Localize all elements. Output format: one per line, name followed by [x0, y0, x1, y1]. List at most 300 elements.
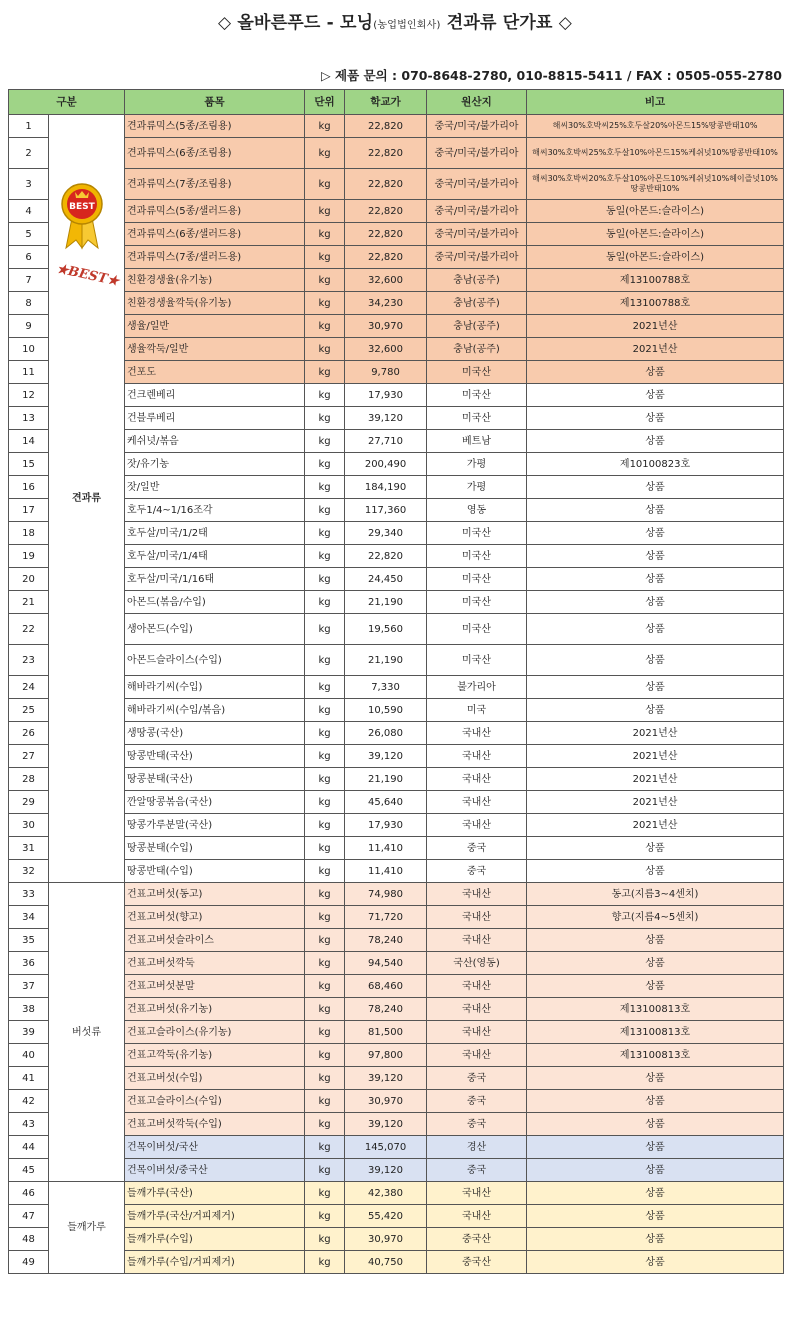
- item-origin: 베트남: [427, 430, 527, 453]
- item-origin: 중국: [427, 1090, 527, 1113]
- table-row: [9, 522, 784, 545]
- item-name: 아몬드슬라이스(수입): [125, 645, 305, 676]
- item-note: 해씨30%호박씨25%호두살10%아몬드15%케쉬넛10%땅콩반태10%: [527, 138, 784, 169]
- item-unit: kg: [305, 1205, 345, 1228]
- table-row: [9, 952, 784, 975]
- item-name: 생아몬드(수입): [125, 614, 305, 645]
- row-number: 29: [9, 791, 49, 814]
- item-note: 상품: [527, 645, 784, 676]
- col-origin: 원산지: [427, 90, 527, 115]
- table-row: [9, 1113, 784, 1136]
- item-unit: kg: [305, 407, 345, 430]
- item-note: 동고(지름3~4센치): [527, 883, 784, 906]
- item-name: 건표고버섯슬라이스: [125, 929, 305, 952]
- item-unit: kg: [305, 614, 345, 645]
- item-note: 상품: [527, 1182, 784, 1205]
- item-price: 24,450: [345, 568, 427, 591]
- item-note: 동일(아몬드:슬라이스): [527, 246, 784, 269]
- item-origin: 미국산: [427, 591, 527, 614]
- row-number: 8: [9, 292, 49, 315]
- item-unit: kg: [305, 952, 345, 975]
- item-name: 건표고버섯(수입): [125, 1067, 305, 1090]
- item-name: 생땅콩(국산): [125, 722, 305, 745]
- item-price: 78,240: [345, 929, 427, 952]
- item-origin: 중국산: [427, 1228, 527, 1251]
- item-price: 30,970: [345, 1090, 427, 1113]
- table-row: [9, 975, 784, 998]
- item-note: 2021년산: [527, 791, 784, 814]
- item-unit: kg: [305, 645, 345, 676]
- item-origin: 국내산: [427, 975, 527, 998]
- item-unit: kg: [305, 269, 345, 292]
- row-number: 37: [9, 975, 49, 998]
- item-name: 아몬드(볶음/수입): [125, 591, 305, 614]
- row-number: 10: [9, 338, 49, 361]
- col-category: 구분: [9, 90, 125, 115]
- row-number: 15: [9, 453, 49, 476]
- item-price: 55,420: [345, 1205, 427, 1228]
- item-name: 들깨가루(국산/거피제거): [125, 1205, 305, 1228]
- table-body: [9, 115, 784, 1274]
- item-name: 호두살/미국/1/16태: [125, 568, 305, 591]
- item-name: 견과류믹스(7종/샐러드용): [125, 246, 305, 269]
- item-note: 상품: [527, 591, 784, 614]
- item-unit: kg: [305, 1067, 345, 1090]
- item-note: 상품: [527, 522, 784, 545]
- item-unit: kg: [305, 1182, 345, 1205]
- item-name: 호두살/미국/1/4태: [125, 545, 305, 568]
- item-origin: 미국: [427, 699, 527, 722]
- item-name: 건크렌베리: [125, 384, 305, 407]
- item-origin: 국내산: [427, 906, 527, 929]
- row-number: 31: [9, 837, 49, 860]
- item-unit: kg: [305, 1113, 345, 1136]
- row-number: 34: [9, 906, 49, 929]
- item-price: 17,930: [345, 814, 427, 837]
- table-row: [9, 1067, 784, 1090]
- category-mushroom: 버섯류: [49, 883, 125, 1182]
- item-origin: 중국/미국/불가리아: [427, 246, 527, 269]
- row-number: 12: [9, 384, 49, 407]
- item-name: 건표고버섯(향고): [125, 906, 305, 929]
- row-number: 35: [9, 929, 49, 952]
- table-row: [9, 169, 784, 200]
- row-number: 22: [9, 614, 49, 645]
- item-price: 22,820: [345, 545, 427, 568]
- table-row: [9, 1021, 784, 1044]
- item-name: 땅콩반태(수입): [125, 860, 305, 883]
- table-row: [9, 1182, 784, 1205]
- item-price: 81,500: [345, 1021, 427, 1044]
- item-price: 32,600: [345, 338, 427, 361]
- row-number: 25: [9, 699, 49, 722]
- item-origin: 미국산: [427, 407, 527, 430]
- item-name: 건표고버섯깍둑(수입): [125, 1113, 305, 1136]
- item-name: 땅콩분태(국산): [125, 768, 305, 791]
- table-row: [9, 292, 784, 315]
- item-unit: kg: [305, 1228, 345, 1251]
- col-note: 비고: [527, 90, 784, 115]
- table-row: [9, 591, 784, 614]
- item-note: 상품: [527, 1067, 784, 1090]
- item-note: 상품: [527, 699, 784, 722]
- row-number: 24: [9, 676, 49, 699]
- item-unit: kg: [305, 522, 345, 545]
- item-unit: kg: [305, 676, 345, 699]
- item-name: 땅콩반태(국산): [125, 745, 305, 768]
- table-row: [9, 676, 784, 699]
- best-medal-icon: [60, 182, 104, 250]
- item-price: 34,230: [345, 292, 427, 315]
- table-header-row: [9, 90, 784, 115]
- item-name: 건표고슬라이스(수입): [125, 1090, 305, 1113]
- item-name: 깐알땅콩볶음(국산): [125, 791, 305, 814]
- row-number: 27: [9, 745, 49, 768]
- item-name: 견과류믹스(6종/샐러드용): [125, 223, 305, 246]
- row-number: 30: [9, 814, 49, 837]
- item-name: 건목이버섯/중국산: [125, 1159, 305, 1182]
- table-row: [9, 568, 784, 591]
- item-unit: kg: [305, 883, 345, 906]
- item-note: 상품: [527, 952, 784, 975]
- title-main: ◇ 올바른푸드 - 모닝: [218, 13, 374, 33]
- table-row: [9, 115, 784, 138]
- item-name: 건포도: [125, 361, 305, 384]
- item-price: 11,410: [345, 837, 427, 860]
- item-origin: 국내산: [427, 998, 527, 1021]
- row-number: 2: [9, 138, 49, 169]
- item-note: 동일(아몬드:슬라이스): [527, 200, 784, 223]
- item-price: 22,820: [345, 200, 427, 223]
- row-number: 46: [9, 1182, 49, 1205]
- item-origin: 충남(공주): [427, 338, 527, 361]
- item-price: 71,720: [345, 906, 427, 929]
- table-row: [9, 545, 784, 568]
- item-origin: 중국: [427, 860, 527, 883]
- item-origin: 국내산: [427, 1021, 527, 1044]
- item-unit: kg: [305, 745, 345, 768]
- table-row: [9, 223, 784, 246]
- item-origin: 국내산: [427, 814, 527, 837]
- best-stamp: ★BEST★: [55, 261, 121, 290]
- item-price: 39,120: [345, 407, 427, 430]
- item-origin: 국내산: [427, 883, 527, 906]
- item-origin: 중국/미국/불가리아: [427, 115, 527, 138]
- row-number: 23: [9, 645, 49, 676]
- item-unit: kg: [305, 791, 345, 814]
- item-price: 21,190: [345, 645, 427, 676]
- item-unit: kg: [305, 384, 345, 407]
- table-row: [9, 384, 784, 407]
- item-price: 26,080: [345, 722, 427, 745]
- item-name: 케쉬넛/볶음: [125, 430, 305, 453]
- item-price: 39,120: [345, 1113, 427, 1136]
- item-name: 친환경생율깍둑(유기농): [125, 292, 305, 315]
- item-price: 7,330: [345, 676, 427, 699]
- item-price: 30,970: [345, 1228, 427, 1251]
- table-row: [9, 269, 784, 292]
- item-note: 제13100813호: [527, 1044, 784, 1067]
- row-number: 26: [9, 722, 49, 745]
- item-price: 9,780: [345, 361, 427, 384]
- item-note: 상품: [527, 1251, 784, 1274]
- item-origin: 국내산: [427, 1205, 527, 1228]
- item-unit: kg: [305, 1044, 345, 1067]
- col-item: 품목: [125, 90, 305, 115]
- row-number: 20: [9, 568, 49, 591]
- row-number: 6: [9, 246, 49, 269]
- item-price: 22,820: [345, 138, 427, 169]
- item-unit: kg: [305, 1251, 345, 1274]
- row-number: 19: [9, 545, 49, 568]
- item-price: 21,190: [345, 591, 427, 614]
- item-origin: 중국: [427, 1067, 527, 1090]
- item-price: 21,190: [345, 768, 427, 791]
- table-row: [9, 476, 784, 499]
- item-origin: 가평: [427, 453, 527, 476]
- item-price: 200,490: [345, 453, 427, 476]
- item-note: 상품: [527, 837, 784, 860]
- row-number: 1: [9, 115, 49, 138]
- item-note: 제10100823호: [527, 453, 784, 476]
- item-price: 40,750: [345, 1251, 427, 1274]
- item-price: 22,820: [345, 115, 427, 138]
- item-price: 68,460: [345, 975, 427, 998]
- item-name: 친환경생율(유기농): [125, 269, 305, 292]
- item-unit: kg: [305, 476, 345, 499]
- item-name: 건표고버섯(동고): [125, 883, 305, 906]
- item-unit: kg: [305, 568, 345, 591]
- item-origin: 영동: [427, 499, 527, 522]
- row-number: 36: [9, 952, 49, 975]
- row-number: 44: [9, 1136, 49, 1159]
- row-number: 9: [9, 315, 49, 338]
- item-origin: 불가리아: [427, 676, 527, 699]
- item-price: 74,980: [345, 883, 427, 906]
- item-price: 10,590: [345, 699, 427, 722]
- item-note: 상품: [527, 407, 784, 430]
- item-unit: kg: [305, 361, 345, 384]
- row-number: 16: [9, 476, 49, 499]
- row-number: 14: [9, 430, 49, 453]
- item-origin: 미국산: [427, 568, 527, 591]
- item-origin: 미국산: [427, 614, 527, 645]
- table-row: [9, 246, 784, 269]
- item-note: 상품: [527, 1090, 784, 1113]
- table-row: [9, 998, 784, 1021]
- item-origin: 미국산: [427, 361, 527, 384]
- item-price: 29,340: [345, 522, 427, 545]
- table-row: [9, 1205, 784, 1228]
- item-unit: kg: [305, 699, 345, 722]
- table-row: [9, 315, 784, 338]
- item-unit: kg: [305, 998, 345, 1021]
- item-name: 들깨가루(수입): [125, 1228, 305, 1251]
- item-note: 2021년산: [527, 814, 784, 837]
- item-name: 견과류믹스(6종/조림용): [125, 138, 305, 169]
- category-nuts: 견과류: [49, 115, 125, 883]
- item-note: 상품: [527, 975, 784, 998]
- item-note: 제13100813호: [527, 998, 784, 1021]
- item-name: 잣/유기농: [125, 453, 305, 476]
- item-note: 상품: [527, 476, 784, 499]
- item-origin: 충남(공주): [427, 315, 527, 338]
- item-note: 상품: [527, 545, 784, 568]
- item-name: 땅콩가루분말(국산): [125, 814, 305, 837]
- title-end: 견과류 단가표 ◇: [440, 13, 572, 33]
- item-note: 상품: [527, 361, 784, 384]
- medal-label: BEST: [69, 202, 95, 212]
- item-origin: 중국/미국/불가리아: [427, 223, 527, 246]
- item-name: 해바라기씨(수입/볶음): [125, 699, 305, 722]
- table-row: [9, 430, 784, 453]
- row-number: 13: [9, 407, 49, 430]
- item-price: 22,820: [345, 169, 427, 200]
- table-row: [9, 200, 784, 223]
- row-number: 42: [9, 1090, 49, 1113]
- item-price: 27,710: [345, 430, 427, 453]
- item-unit: kg: [305, 338, 345, 361]
- row-number: 33: [9, 883, 49, 906]
- table-row: [9, 814, 784, 837]
- title-sub: (농업법인회사): [373, 20, 441, 31]
- table-row: [9, 1090, 784, 1113]
- item-note: 2021년산: [527, 768, 784, 791]
- item-note: 상품: [527, 568, 784, 591]
- item-unit: kg: [305, 1090, 345, 1113]
- item-name: 들깨가루(국산): [125, 1182, 305, 1205]
- item-origin: 국내산: [427, 768, 527, 791]
- item-unit: kg: [305, 545, 345, 568]
- item-note: 상품: [527, 676, 784, 699]
- table-row: [9, 1159, 784, 1182]
- table-row: [9, 614, 784, 645]
- item-unit: kg: [305, 200, 345, 223]
- item-note: 2021년산: [527, 722, 784, 745]
- row-number: 38: [9, 998, 49, 1021]
- row-number: 5: [9, 223, 49, 246]
- item-note: 제13100788호: [527, 292, 784, 315]
- item-note: 상품: [527, 860, 784, 883]
- item-note: 제13100813호: [527, 1021, 784, 1044]
- row-number: 11: [9, 361, 49, 384]
- item-unit: kg: [305, 223, 345, 246]
- item-name: 건표고버섯깍둑: [125, 952, 305, 975]
- item-note: 상품: [527, 1159, 784, 1182]
- item-price: 145,070: [345, 1136, 427, 1159]
- table-row: [9, 499, 784, 522]
- item-unit: kg: [305, 138, 345, 169]
- table-row: [9, 1251, 784, 1274]
- item-unit: kg: [305, 115, 345, 138]
- item-name: 호두1/4~1/16조각: [125, 499, 305, 522]
- item-note: 해씨30%호박씨25%호두살20%아몬드15%땅콩반태10%: [527, 115, 784, 138]
- table-row: [9, 722, 784, 745]
- item-name: 땅콩분태(수입): [125, 837, 305, 860]
- item-unit: kg: [305, 768, 345, 791]
- item-price: 19,560: [345, 614, 427, 645]
- item-note: 제13100788호: [527, 269, 784, 292]
- table-row: [9, 883, 784, 906]
- row-number: 7: [9, 269, 49, 292]
- item-name: 생율/일반: [125, 315, 305, 338]
- item-origin: 미국산: [427, 522, 527, 545]
- item-name: 견과류믹스(7종/조림용): [125, 169, 305, 200]
- item-note: 2021년산: [527, 315, 784, 338]
- item-unit: kg: [305, 837, 345, 860]
- item-unit: kg: [305, 860, 345, 883]
- row-number: 47: [9, 1205, 49, 1228]
- item-price: 42,380: [345, 1182, 427, 1205]
- table-row: [9, 1228, 784, 1251]
- item-unit: kg: [305, 246, 345, 269]
- item-origin: 국내산: [427, 929, 527, 952]
- table-row: [9, 407, 784, 430]
- item-unit: kg: [305, 453, 345, 476]
- item-price: 17,930: [345, 384, 427, 407]
- item-origin: 국내산: [427, 1182, 527, 1205]
- item-name: 들깨가루(수입/거피제거): [125, 1251, 305, 1274]
- item-price: 117,360: [345, 499, 427, 522]
- item-origin: 국내산: [427, 1044, 527, 1067]
- row-number: 48: [9, 1228, 49, 1251]
- table-row: [9, 929, 784, 952]
- table-row: [9, 837, 784, 860]
- item-price: 39,120: [345, 1159, 427, 1182]
- item-origin: 국내산: [427, 722, 527, 745]
- item-unit: kg: [305, 1136, 345, 1159]
- item-name: 해바라기씨(수입): [125, 676, 305, 699]
- item-origin: 국내산: [427, 745, 527, 768]
- item-note: 해씨30%호박씨20%호두살10%아몬드10%케쉬넛10%헤이즐넛10%땅콩반태10%: [527, 169, 784, 200]
- row-number: 32: [9, 860, 49, 883]
- item-origin: 중국산: [427, 1251, 527, 1274]
- row-number: 17: [9, 499, 49, 522]
- item-origin: 미국산: [427, 545, 527, 568]
- item-note: 상품: [527, 499, 784, 522]
- table-row: [9, 906, 784, 929]
- item-note: 상품: [527, 430, 784, 453]
- item-name: 건블루베리: [125, 407, 305, 430]
- item-price: 11,410: [345, 860, 427, 883]
- item-note: 2021년산: [527, 745, 784, 768]
- item-note: 동일(아몬드:슬라이스): [527, 223, 784, 246]
- row-number: 4: [9, 200, 49, 223]
- item-origin: 중국: [427, 1113, 527, 1136]
- item-price: 39,120: [345, 1067, 427, 1090]
- item-unit: kg: [305, 499, 345, 522]
- item-name: 생율깍둑/일반: [125, 338, 305, 361]
- item-note: 2021년산: [527, 338, 784, 361]
- table-row: [9, 138, 784, 169]
- item-unit: kg: [305, 1159, 345, 1182]
- category-perilla: 들깨가루: [49, 1182, 125, 1274]
- item-unit: kg: [305, 292, 345, 315]
- table-row: [9, 645, 784, 676]
- row-number: 28: [9, 768, 49, 791]
- item-unit: kg: [305, 430, 345, 453]
- item-unit: kg: [305, 169, 345, 200]
- item-price: 32,600: [345, 269, 427, 292]
- table-row: [9, 791, 784, 814]
- page-title: [0, 8, 790, 33]
- item-origin: 중국: [427, 1159, 527, 1182]
- item-note: 상품: [527, 614, 784, 645]
- row-number: 3: [9, 169, 49, 200]
- item-origin: 국내산: [427, 791, 527, 814]
- table-row: [9, 860, 784, 883]
- item-price: 22,820: [345, 246, 427, 269]
